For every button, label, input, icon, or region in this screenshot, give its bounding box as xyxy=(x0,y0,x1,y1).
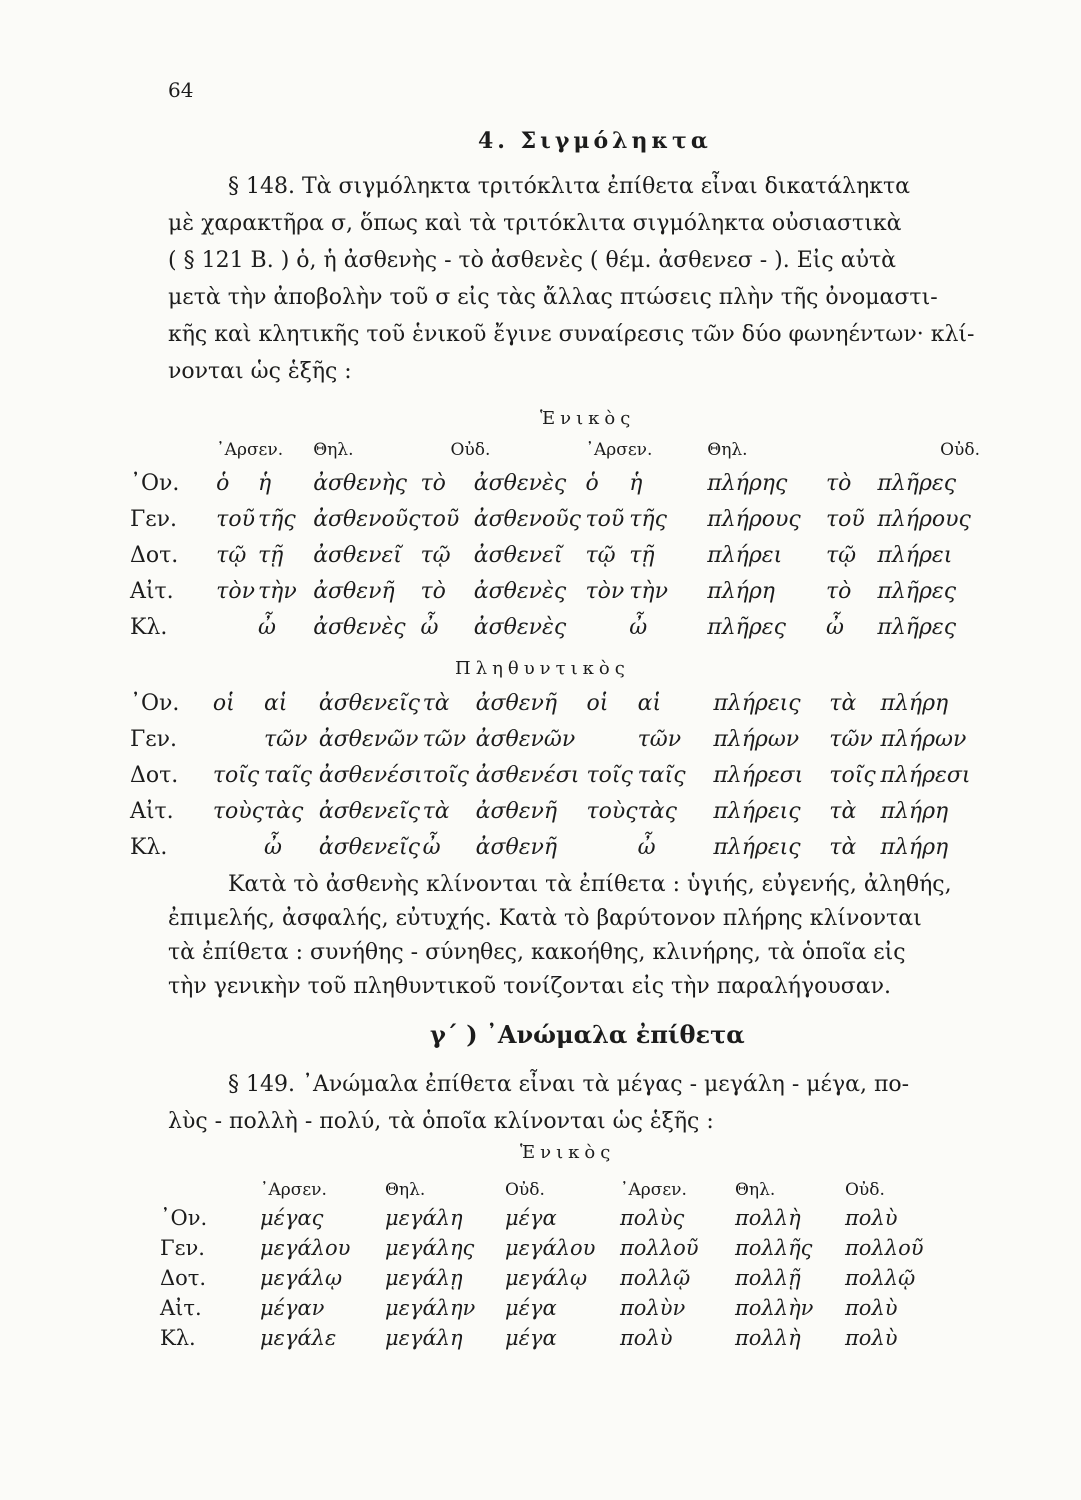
table-cell: ἀσθενὲς xyxy=(473,615,567,640)
text-line: τὰ ἐπίθετα : συνήθης - σύνηθες, κακοήθης, κλινήρης, τὰ ὁποῖα εἰς xyxy=(168,940,906,965)
table-row xyxy=(130,568,1000,604)
case-label: ᾿Ον. xyxy=(160,1206,208,1230)
table-cell: ὦ xyxy=(629,615,648,640)
table-row xyxy=(160,1230,940,1260)
table-cell: ἀσθενέσι xyxy=(475,763,580,788)
table-cell: πλήρεσι xyxy=(880,763,971,788)
case-label: Κλ. xyxy=(160,1326,196,1350)
table-cell: αἱ xyxy=(263,691,288,716)
table-cell: ὦ xyxy=(826,615,844,640)
table-cell: πολλὴ xyxy=(735,1326,801,1350)
case-label: Αἰτ. xyxy=(130,799,174,824)
table-cell: αἱ xyxy=(637,691,662,716)
table-cell: ἡ xyxy=(258,471,272,496)
table-cell: πλῆρες xyxy=(707,615,786,640)
table-cell: πλήρει xyxy=(877,543,953,568)
gender-header: ᾿Αρσεν. xyxy=(585,440,653,460)
table-cell: ὁ xyxy=(585,471,599,496)
table-cell: πολλῷ xyxy=(845,1266,916,1290)
table-cell: πολὺν xyxy=(620,1296,686,1320)
declension-table-irregular xyxy=(160,1170,940,1350)
table-row xyxy=(130,824,1000,860)
table-cell: τοὺς xyxy=(586,799,638,824)
table-cell: τὸ xyxy=(420,471,446,496)
table-cell: μεγάλη xyxy=(385,1326,463,1350)
table-cell: μέγα xyxy=(505,1206,557,1230)
plural-label: Πληθυντικὸς xyxy=(455,658,630,679)
text-line: μὲ χαρακτῆρα σ, ὅπως καὶ τὰ τριτόκλιτα σιγμόληκτα οὐσιαστικὰ xyxy=(168,211,902,236)
table-cell: τῶν xyxy=(637,727,682,752)
table-cell: τῆς xyxy=(629,507,667,532)
table-cell: τοῦ xyxy=(420,507,460,532)
table-cell: πολλῇ xyxy=(735,1266,801,1290)
table-cell: πλήρεις xyxy=(713,691,801,716)
table-cell: τῶν xyxy=(422,727,467,752)
table-row xyxy=(160,1260,940,1290)
case-label: ᾿Ον. xyxy=(130,691,180,716)
declension-table-singular xyxy=(130,430,1000,640)
gender-header: Θηλ. xyxy=(707,440,748,460)
gender-header: Θηλ. xyxy=(313,440,354,460)
table-row xyxy=(160,1200,940,1230)
table-cell: τῷ xyxy=(420,543,451,568)
table-cell: τῷ xyxy=(216,543,247,568)
table-cell: πλήρους xyxy=(877,507,971,532)
table-row xyxy=(130,680,1000,716)
table-cell: ὁ xyxy=(216,471,230,496)
table-cell: τῇ xyxy=(258,543,284,568)
subsection-heading: γ´ ) ᾿Ανώμαλα ἐπίθετα xyxy=(430,1020,745,1049)
gender-header: Θηλ. xyxy=(735,1180,776,1200)
case-label: Δοτ. xyxy=(130,543,179,568)
case-label: Αἰτ. xyxy=(160,1296,202,1320)
table-row xyxy=(130,752,1000,788)
text-line: § 149. ᾿Ανώμαλα ἐπίθετα εἶναι τὰ μέγας - μεγάλη - μέγα, πο- xyxy=(228,1072,910,1097)
table-cell: πλῆρες xyxy=(877,615,957,640)
table-cell: τῆς xyxy=(258,507,296,532)
case-label: Γεν. xyxy=(130,507,178,532)
table-cell: τῷ xyxy=(826,543,857,568)
case-label: Γεν. xyxy=(130,727,178,752)
table-cell: ἀσθενεῖ xyxy=(473,543,563,568)
table-cell: τὰ xyxy=(422,691,450,716)
table-cell: πλήρων xyxy=(713,727,800,752)
table-cell: τῶν xyxy=(829,727,873,752)
table-row xyxy=(130,716,1000,752)
table-cell: πλήρη xyxy=(707,579,775,604)
table-cell: τοῖς xyxy=(829,763,876,788)
table-cell: πολὺ xyxy=(845,1206,898,1230)
table-cell: πλήρους xyxy=(707,507,801,532)
gender-header: ᾿Αρσεν. xyxy=(620,1180,687,1200)
table-cell: πλήρεις xyxy=(713,799,801,824)
table-cell: πλήρη xyxy=(880,691,949,716)
table-row xyxy=(130,532,1000,568)
table-cell: πλῆρες xyxy=(877,579,957,604)
table-cell: τὰ xyxy=(829,799,857,824)
table-cell: πλῆρες xyxy=(877,471,957,496)
case-label: Αἰτ. xyxy=(130,579,174,604)
table-cell: μεγάλης xyxy=(385,1236,475,1260)
table-cell: ταῖς xyxy=(263,763,312,788)
table-cell: τοῖς xyxy=(212,763,260,788)
gender-header: Θηλ. xyxy=(385,1180,426,1200)
table-cell: τῇ xyxy=(629,543,655,568)
table-cell: πλήρεις xyxy=(713,835,801,860)
text-line: § 148. Τὰ σιγμόληκτα τριτόκλιτα ἐπίθετα εἶναι δικατάληκτα xyxy=(228,174,911,199)
table-cell: τοῦ xyxy=(826,507,865,532)
table-cell: ἀσθενῆ xyxy=(475,691,558,716)
table-cell: ἀσθενεῖ xyxy=(313,543,402,568)
table-cell: τοὺς xyxy=(212,799,264,824)
case-label: Κλ. xyxy=(130,835,168,860)
table-row xyxy=(130,604,1000,640)
table-cell: πλήρη xyxy=(880,835,949,860)
table-cell: πολὺ xyxy=(845,1326,898,1350)
table-cell: πολὺ xyxy=(620,1326,673,1350)
table-cell: ὦ xyxy=(263,835,282,860)
table-cell: ἀσθενῶν xyxy=(475,727,576,752)
table-cell: μέγαν xyxy=(260,1296,325,1320)
table-cell: μεγάλῃ xyxy=(385,1266,463,1290)
table-cell: πλήρων xyxy=(880,727,967,752)
text-line: μετὰ τὴν ἀποβολὴν τοῦ σ εἰς τὰς ἄλλας πτώσεις πλὴν τῆς ὀνομαστι- xyxy=(168,285,938,310)
paragraph-note xyxy=(168,868,988,1004)
gender-header: Οὐδ. xyxy=(505,1180,545,1200)
singular-label-2: Ἑνικὸς xyxy=(520,1142,616,1163)
table-cell: πλήρει xyxy=(707,543,783,568)
gender-header: Οὐδ. xyxy=(450,440,491,460)
text-line: ( § 121 Β. ) ὁ, ἡ ἀσθενὴς - τὸ ἀσθενὲς ( θέμ. ἀσθενεσ - ). Εἰς αὐτὰ xyxy=(168,248,896,273)
table-cell: πολὺ xyxy=(845,1296,898,1320)
table-cell: μεγάλην xyxy=(385,1296,476,1320)
case-label: Γεν. xyxy=(160,1236,205,1260)
gender-header: ᾿Αρσεν. xyxy=(260,1180,327,1200)
table-cell: ἀσθενὲς xyxy=(313,615,406,640)
table-cell: μεγάλη xyxy=(385,1206,463,1230)
table-cell: τὸ xyxy=(826,579,852,604)
table-cell: πολλοῦ xyxy=(845,1236,924,1260)
table-cell: ἡ xyxy=(629,471,643,496)
table-cell: τὰ xyxy=(829,835,857,860)
gender-header: ᾿Αρσεν. xyxy=(216,440,284,460)
text-line: Κατὰ τὸ ἀσθενὴς κλίνονται τὰ ἐπίθετα : ὑγιής, εὐγενής, ἀληθής, xyxy=(228,872,952,897)
table-cell: τὸν xyxy=(216,579,255,604)
table-cell: ἀσθενὲς xyxy=(473,579,567,604)
table-cell: τὴν xyxy=(629,579,668,604)
table-cell: τοῦ xyxy=(216,507,255,532)
table-cell: ἀσθενοῦς xyxy=(313,507,421,532)
text-line: ἐπιμελής, ἀσφαλής, εὐτυχής. Κατὰ τὸ βαρύτονον πλήρης κλίνονται xyxy=(168,906,922,931)
table-cell: ἀσθενῆ xyxy=(313,579,395,604)
gender-header-row xyxy=(130,430,1000,460)
table-row xyxy=(160,1290,940,1320)
table-cell: ἀσθενεῖς xyxy=(318,835,420,860)
case-label: Δοτ. xyxy=(160,1266,207,1290)
case-label: ᾿Ον. xyxy=(130,471,180,496)
table-cell: ἀσθενεῖς xyxy=(318,799,420,824)
table-cell: μεγάλε xyxy=(260,1326,337,1350)
table-cell: ἀσθενῆ xyxy=(475,835,558,860)
table-cell: τὸ xyxy=(420,579,446,604)
table-cell: πολλὴν xyxy=(735,1296,814,1320)
table-cell: τὰς xyxy=(263,799,304,824)
table-cell: μεγάλῳ xyxy=(260,1266,343,1290)
text-line: τὴν γενικὴν τοῦ πληθυντικοῦ τονίζονται εἰς τὴν παραλήγουσαν. xyxy=(168,974,891,999)
text-line: νονται ὡς ἑξῆς : xyxy=(168,359,352,384)
gender-header: Οὐδ. xyxy=(845,1180,885,1200)
table-cell: μεγάλου xyxy=(260,1236,351,1260)
table-cell: μεγάλου xyxy=(505,1236,596,1260)
page-number: 64 xyxy=(168,78,194,102)
declension-table-plural xyxy=(130,680,1000,860)
table-row xyxy=(130,460,1000,496)
paragraph-148 xyxy=(168,168,988,390)
table-row xyxy=(130,788,1000,824)
table-cell: πολὺς xyxy=(620,1206,685,1230)
table-cell: ἀσθενὲς xyxy=(473,471,567,496)
table-cell: ὦ xyxy=(258,615,276,640)
case-label: Κλ. xyxy=(130,615,168,640)
table-cell: πολλὴ xyxy=(735,1206,801,1230)
table-cell: οἱ xyxy=(212,691,235,716)
singular-label: Ἑνικὸς xyxy=(540,408,636,429)
table-cell: τὴν xyxy=(258,579,297,604)
table-cell: πολλῷ xyxy=(620,1266,691,1290)
section-heading: 4. Σιγμόληκτα xyxy=(478,128,712,154)
table-cell: μεγάλῳ xyxy=(505,1266,588,1290)
table-cell: ἀσθενεῖς xyxy=(318,691,420,716)
table-cell xyxy=(213,716,264,752)
text-line: λὺς - πολλὴ - πολύ, τὰ ὁποῖα κλίνονται ὡς ἑξῆς : xyxy=(168,1109,714,1134)
table-cell: μέγας xyxy=(260,1206,324,1230)
table-cell: ταῖς xyxy=(637,763,686,788)
table-cell: τὰ xyxy=(422,799,450,824)
table-cell: τοῖς xyxy=(586,763,633,788)
case-label: Δοτ. xyxy=(130,763,179,788)
table-cell xyxy=(213,824,264,860)
table-row xyxy=(130,496,1000,532)
table-cell: μέγα xyxy=(505,1326,557,1350)
table-cell: τῶν xyxy=(263,727,308,752)
table-cell xyxy=(586,824,637,860)
paragraph-149 xyxy=(168,1066,988,1140)
table-cell: ἀσθενὴς xyxy=(313,471,407,496)
table-cell: τοῦ xyxy=(585,507,625,532)
table-cell: ὦ xyxy=(637,835,656,860)
table-cell xyxy=(586,716,637,752)
table-cell: οἱ xyxy=(586,691,609,716)
gender-header: Οὐδ. xyxy=(940,440,980,460)
table-cell: πολλοῦ xyxy=(620,1236,699,1260)
table-row xyxy=(160,1320,940,1350)
table-cell: ἀσθενῆ xyxy=(475,799,558,824)
gender-header-row xyxy=(160,1170,940,1200)
table-cell: πολλῆς xyxy=(735,1236,813,1260)
table-cell: ὦ xyxy=(422,835,441,860)
table-cell xyxy=(585,604,629,640)
table-cell: ἀσθενοῦς xyxy=(473,507,581,532)
table-cell: πλήρεσι xyxy=(713,763,804,788)
table-cell: πλήρης xyxy=(707,471,788,496)
table-cell: ὦ xyxy=(420,615,439,640)
text-line: κῆς καὶ κλητικῆς τοῦ ἑνικοῦ ἔγινε συναίρεσις τῶν δύο φωνηέντων· κλί- xyxy=(168,322,975,347)
table-cell: ἀσθενῶν xyxy=(318,727,419,752)
table-cell: τὰ xyxy=(829,691,857,716)
table-cell xyxy=(216,604,258,640)
table-cell: τὸν xyxy=(585,579,625,604)
table-cell: τῷ xyxy=(585,543,616,568)
table-cell: τοῖς xyxy=(422,763,469,788)
table-cell: ἀσθενέσι xyxy=(318,763,423,788)
table-cell: τὸ xyxy=(826,471,852,496)
table-cell: μέγα xyxy=(505,1296,557,1320)
table-cell: πλήρη xyxy=(880,799,949,824)
table-cell: τὰς xyxy=(637,799,677,824)
